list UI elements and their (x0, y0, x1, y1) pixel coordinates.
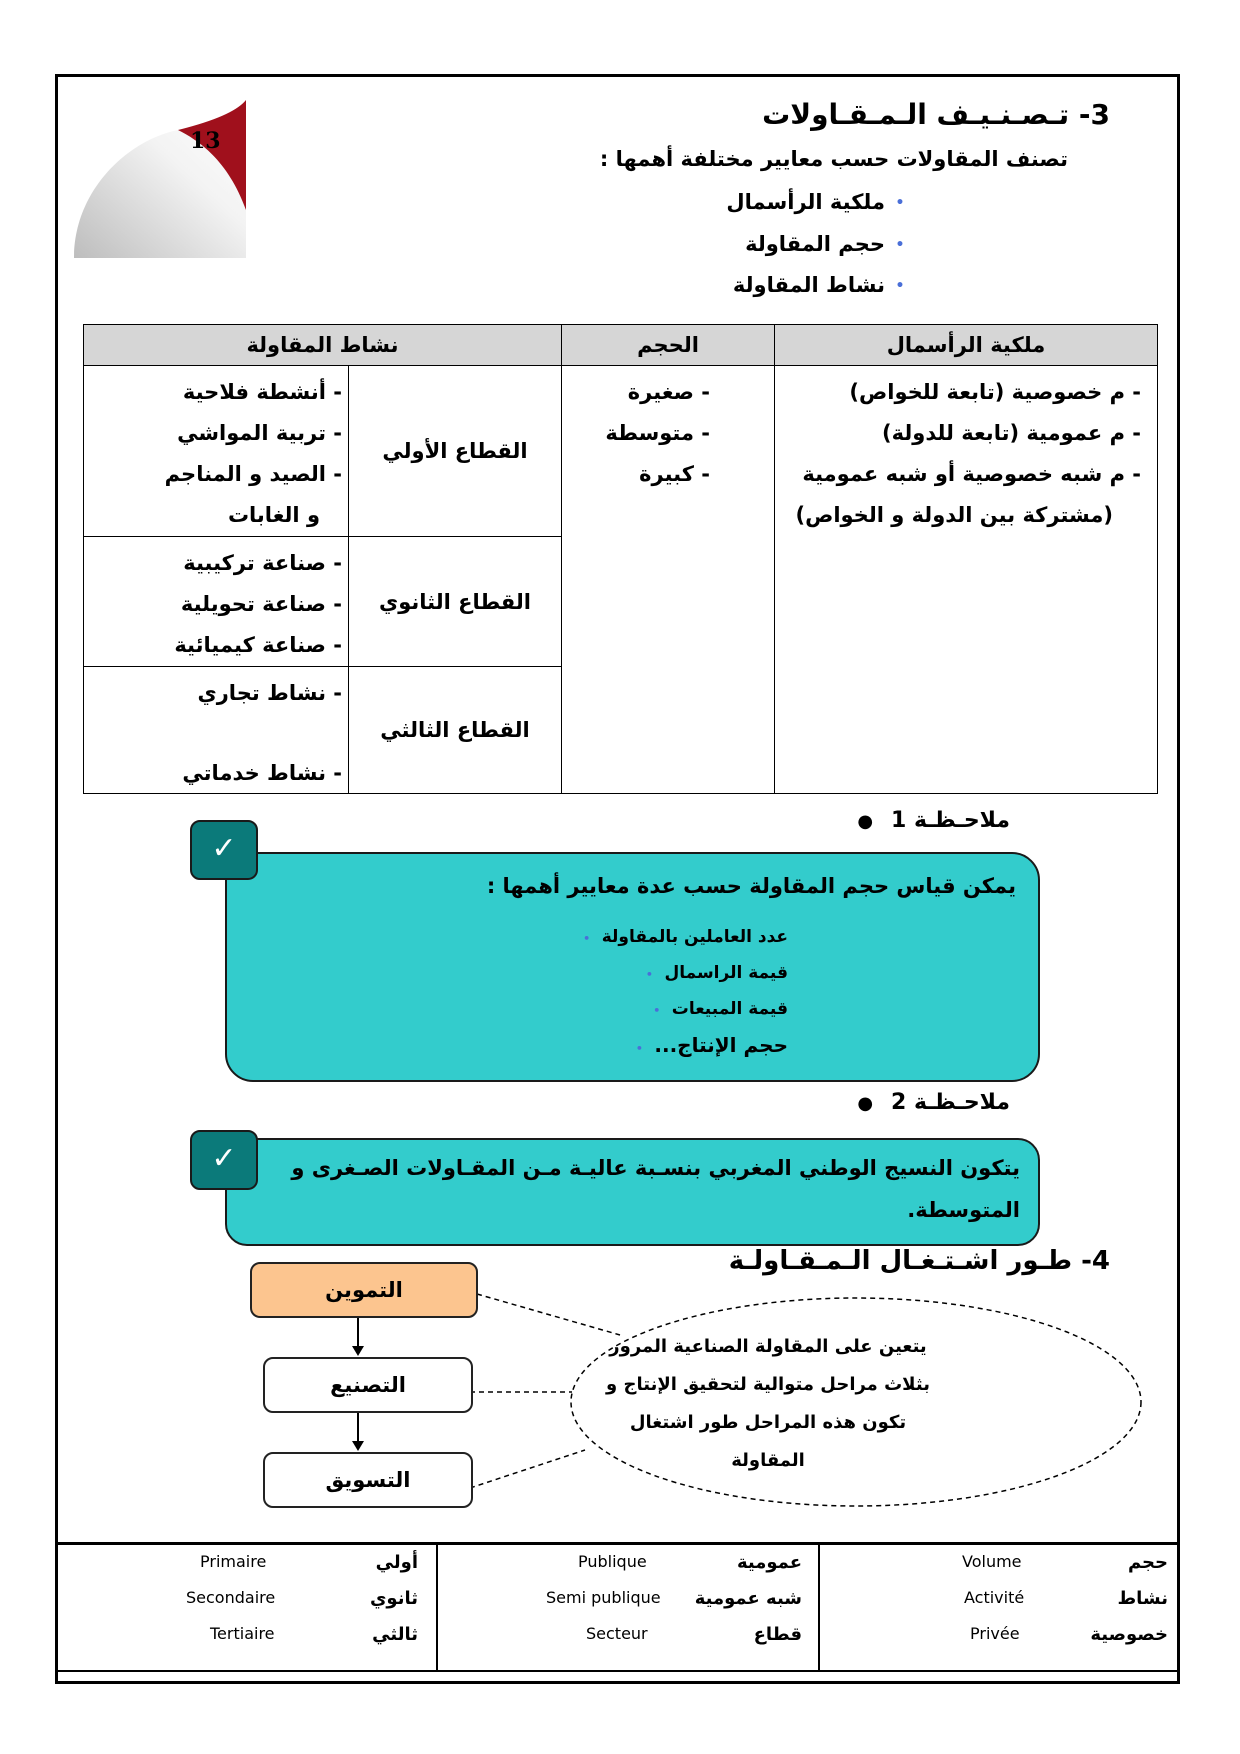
glossary-column-ownership (440, 1552, 816, 1660)
glossary-ar: حجم (1127, 1552, 1168, 1573)
bullet-icon: • (895, 195, 905, 211)
note-1-item: عدد العاملين بالمقاولة• (583, 927, 788, 947)
ownership-item: (مشتركة بين الدولة و الخواص) (795, 503, 1113, 527)
activity-item: - صناعة كيميائية (174, 633, 342, 657)
footer-column-divider (818, 1545, 820, 1670)
glossary-ar: خصوصية (1090, 1624, 1168, 1645)
note-2-line: المتوسطة. (907, 1198, 1020, 1222)
glossary-ar: شبه عمومية (694, 1588, 802, 1609)
glossary-fr: Publique (578, 1552, 647, 1571)
sector-tertiary: القطاع الثالثي (349, 667, 562, 794)
header-size: الحجم (562, 325, 775, 366)
check-icon: ✓ (190, 820, 258, 880)
arrow-down-icon (352, 1441, 364, 1451)
arrow-down-icon (352, 1346, 364, 1356)
glossary-ar: عمومية (736, 1552, 802, 1573)
glossary-column-general (822, 1552, 1178, 1660)
flow-description-line: تكون هذه المراحل طور اشتغال (629, 1412, 907, 1433)
flow-description-line: يتعين على المقاولة الصناعية المرور (609, 1336, 927, 1357)
note-1-item: قيمة الراسمال• (645, 963, 788, 983)
glossary-fr: Activité (964, 1588, 1025, 1607)
criteria-item: •حجم المقاولة (745, 232, 915, 256)
flow-description-line: المقاولة (731, 1450, 805, 1471)
activity-item: و الغابات (227, 503, 320, 527)
bullet-icon: ● (857, 811, 874, 832)
check-icon: ✓ (190, 1130, 258, 1190)
activity-item: - نشاط خدماتي (182, 761, 342, 785)
sector-secondary: القطاع الثانوي (349, 537, 562, 667)
bullet-icon: • (895, 278, 905, 294)
glossary-fr: Secondaire (186, 1588, 276, 1607)
section-3-intro: تصنف المقاولات حسب معايير مختلفة أهمها : (599, 147, 1068, 171)
criteria-item: •ملكية الرأسمال (726, 190, 915, 214)
flow-step-manufacturing: التصنيع (263, 1357, 473, 1413)
glossary-fr: Semi publique (546, 1588, 661, 1607)
flow-description-line: بثلاث مراحل متوالية لتحقيق الإنتاج و (606, 1374, 930, 1395)
ownership-item: - م خصوصية (تابعة للخواص) (849, 380, 1141, 404)
page-number: 13 (190, 128, 221, 154)
glossary-ar: قطاع (753, 1624, 802, 1645)
header-activity: نشاط المقاولة (84, 325, 562, 366)
ownership-item: - م عمومية (تابعة للدولة) (882, 421, 1141, 445)
size-item: - صغيرة (627, 380, 710, 404)
glossary-ar: أولي (375, 1552, 418, 1573)
criteria-item: •نشاط المقاولة (733, 273, 915, 297)
ownership-item: - م شبه خصوصية أو شبه عمومية (802, 462, 1141, 486)
activity-item: - نشاط تجاري (197, 681, 342, 705)
size-item: - متوسطة (605, 421, 710, 445)
footer-column-divider (436, 1545, 438, 1670)
activity-item: - صناعة تركيبية (183, 551, 342, 575)
section-4-title: 4- طـور اشـتـغـال الـمـقـاولـة (728, 1246, 1110, 1276)
flow-description (558, 1328, 978, 1480)
note-2-title: ملاحـظـة 2● (857, 1090, 1010, 1115)
bullet-icon: ● (857, 1093, 874, 1114)
footer-divider (55, 1670, 1180, 1672)
note-1-lead: يمكن قياس حجم المقاولة حسب عدة معايير أهمها : (486, 874, 1016, 898)
note-1-item: حجم الإنتاج...• (635, 1033, 788, 1057)
flow-step-supply: التموين (250, 1262, 478, 1318)
note-2-line: يتكون النسيج الوطني المغربي بنسـبة عاليـة مـن المقـاولات الصـغرى و (291, 1156, 1020, 1180)
note-1-title: ملاحـظـة 1● (857, 808, 1010, 833)
activity-item: - تربية المواشي (177, 421, 342, 445)
glossary-fr: Secteur (586, 1624, 648, 1643)
section-3-title: 3- تـصـنـيـف الـمـقـاولات (762, 98, 1110, 131)
sector-primary: القطاع الأولي (349, 366, 562, 537)
header-ownership: ملكية الرأسمال (775, 325, 1158, 366)
glossary-ar: ثانوي (369, 1588, 418, 1609)
glossary-fr: Tertiaire (210, 1624, 275, 1643)
flow-step-marketing: التسويق (263, 1452, 473, 1508)
glossary-column-sectors (60, 1552, 436, 1660)
activity-item: - أنشطة فلاحية (182, 380, 342, 404)
activity-item: - صناعة تحويلية (180, 592, 342, 616)
note-1-item: قيمة المبيعات• (653, 999, 788, 1019)
glossary-fr: Primaire (200, 1552, 267, 1571)
glossary-ar: ثالثي (372, 1624, 418, 1645)
activity-item: - الصيد و المناجم (164, 462, 342, 486)
glossary-fr: Volume (962, 1552, 1022, 1571)
glossary-ar: نشاط (1117, 1588, 1168, 1609)
size-item: - كبيرة (639, 462, 710, 486)
footer-divider (55, 1542, 1180, 1545)
glossary-fr: Privée (970, 1624, 1020, 1643)
bullet-icon: • (895, 237, 905, 253)
